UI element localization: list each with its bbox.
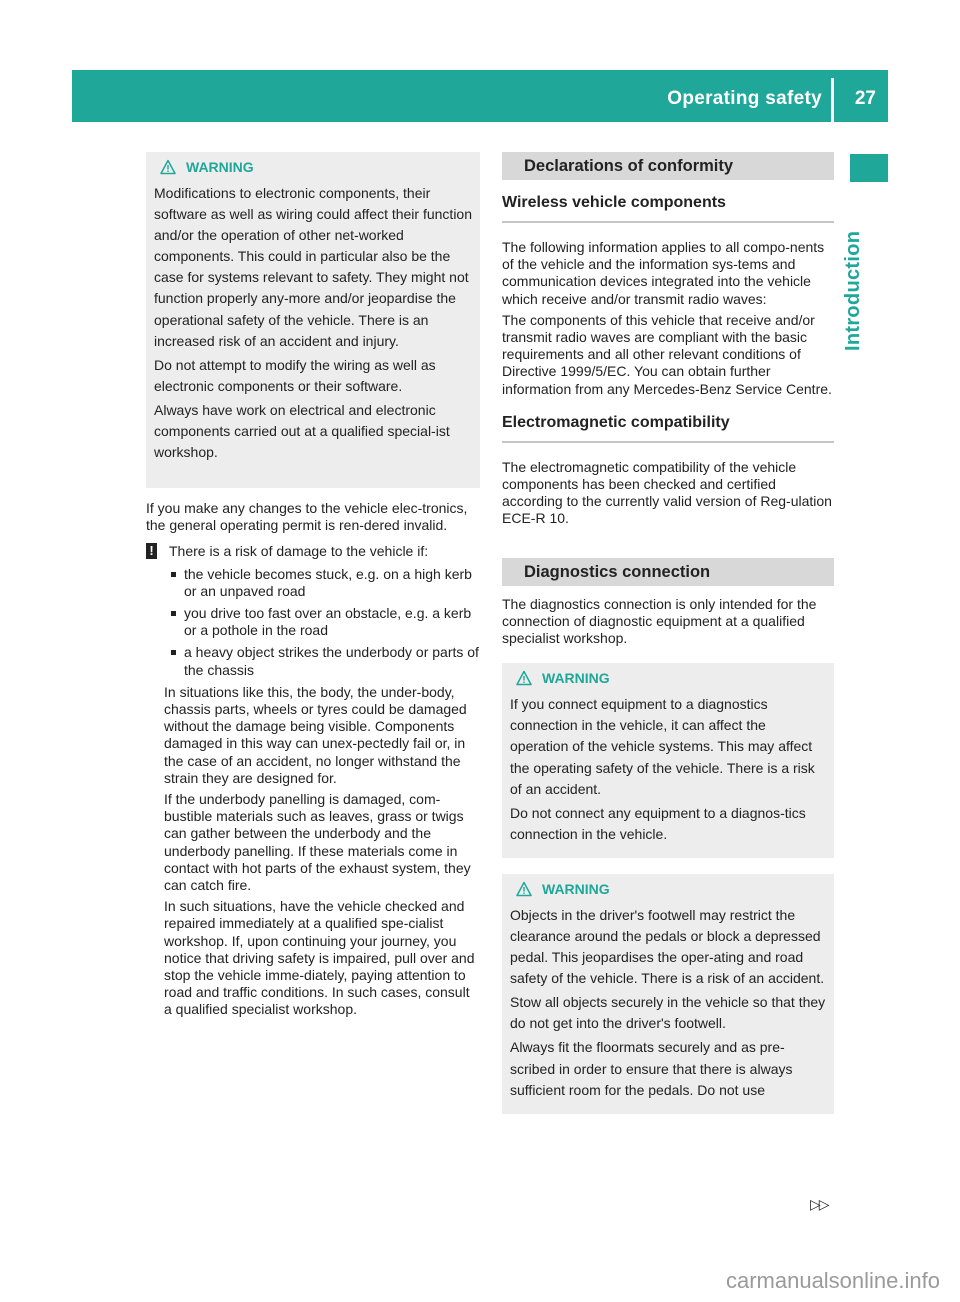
exclamation-icon: ! [146,543,157,559]
page-header [72,70,888,122]
notice-text: There is a risk of damage to the vehicle if: [169,543,429,560]
notice-body [164,566,480,1019]
body-paragraph: The following information applies to all compo-nents of the vehicle and the information sys-tems and communication devices integrated into the vehicle which receive and/or transmit radio waves: [502,239,825,307]
list-item: a heavy object strikes the underbody or parts of the chassis [164,644,480,678]
warning-label: WARNING [542,880,610,897]
body-paragraph: If the underbody panelling is damaged, com-bustible materials such as leaves, grass or twigs can gather between the underbody and the underbody panelling. If these materials come in contact with hot parts of the exhaust system, they can catch fire. [164,791,471,894]
body-paragraph: If you make any changes to the vehicle elec-tronics, the general operating permit is ren-dered invalid. [146,500,468,534]
warning-text: Do not connect any equipment to a diagnos-tics connection in the vehicle. [510,804,806,842]
body-paragraph: The diagnostics connection is only intended for the connection of diagnostic equipment at a qualified specialist workshop. [502,595,817,647]
side-marker [850,154,888,182]
body-paragraph: The electromagnetic compatibility of the vehicle components has been checked and certified according to the currently valid version of Reg-ulation ECE-R 10. [502,458,832,527]
warning-triangle-icon [516,670,532,686]
warning-text: Always have work on electrical and electronic components carried out at a qualified special-ist workshop. [154,401,450,461]
warning-header [160,158,472,176]
bullet-list [164,566,480,679]
warning-triangle-icon [160,159,176,175]
warning-text: If you connect equipment to a diagnostics connection in the vehicle, it can affect the operation of the vehicle systems. This may affect the operating safety of the vehicle. There is a risk of an accident. [510,696,815,797]
watermark: carmanualsonline.info [725,1268,940,1293]
side-tab [842,191,868,351]
list-item: the vehicle becomes stuck, e.g. on a high kerb or an unpaved road [164,566,480,600]
body-paragraph: The components of this vehicle that receive and/or transmit radio waves are compliant with the basic requirements and all other relevant conditions of Directive 1999/5/EC. You can obtain further information from any Mercedes-Benz Service Centre. [502,311,832,397]
list-item: you drive too fast over an obstacle, e.g. a kerb or a pothole in the road [164,605,480,639]
left-column [146,152,480,1023]
notice [146,543,480,560]
right-column [502,152,834,1114]
warning-header [516,669,826,687]
subsection-heading: Electromagnetic compatibility [502,414,834,443]
warning-label: WARNING [186,159,254,175]
body-paragraph: In such situations, have the vehicle checked and repaired immediately at a qualified spe-cialist workshop. If, upon continuing your journey, you notice that driving safety is impaired, pull over and stop the vehicle imme-diately, paying attention to road and traffic conditions. In such cases, consult a qualified specialist workshop. [164,898,475,1018]
warning-header [516,880,826,898]
warning-box [502,874,834,1114]
warning-box [502,663,834,858]
section-heading: Diagnostics connection [502,558,834,586]
section-heading: Declarations of conformity [502,152,834,180]
warning-text: Do not attempt to modify the wiring as well as electronic components or their software. [154,356,436,394]
warning-text: Objects in the driver's footwell may restrict the clearance around the pedals or block a depressed pedal. This jeopardises the oper-ating and road safety of the vehicle. There is a risk of an accident. [510,906,825,987]
subsection-heading: Wireless vehicle components [502,194,834,223]
warning-triangle-icon [516,881,532,897]
header-separator [831,78,834,122]
side-tab-label: Introduction [842,230,864,351]
warning-text: Modifications to electronic components, their software as well as wiring could affect their function and/or the operation of other net-worked components. This could in particular also be the case for systems relevant to safety. They might not function properly any-more and/or jeopardise the operational safety of the vehicle. There is an increased risk of an accident and injury. [154,185,473,349]
continue-arrow-icon: ▷▷ [810,1196,828,1212]
page-number: 27 [854,88,876,109]
warning-label: WARNING [542,670,610,687]
header-title: Operating safety [667,88,822,109]
warning-box [146,152,480,488]
warning-text: Stow all objects securely in the vehicle so that they do not get into the driver's footwell. [510,994,826,1032]
warning-text: Always fit the floormats securely and as pre-scribed in order to ensure that there is always sufficient room for the pedals. Do not use [510,1039,793,1098]
body-paragraph: In situations like this, the body, the under-body, chassis parts, wheels or tyres could be damaged without the damage being visible. Components damaged in this way can unex-pectedly fail or, in the case of an accident, no longer withstand the strain they are designed for. [164,683,467,786]
